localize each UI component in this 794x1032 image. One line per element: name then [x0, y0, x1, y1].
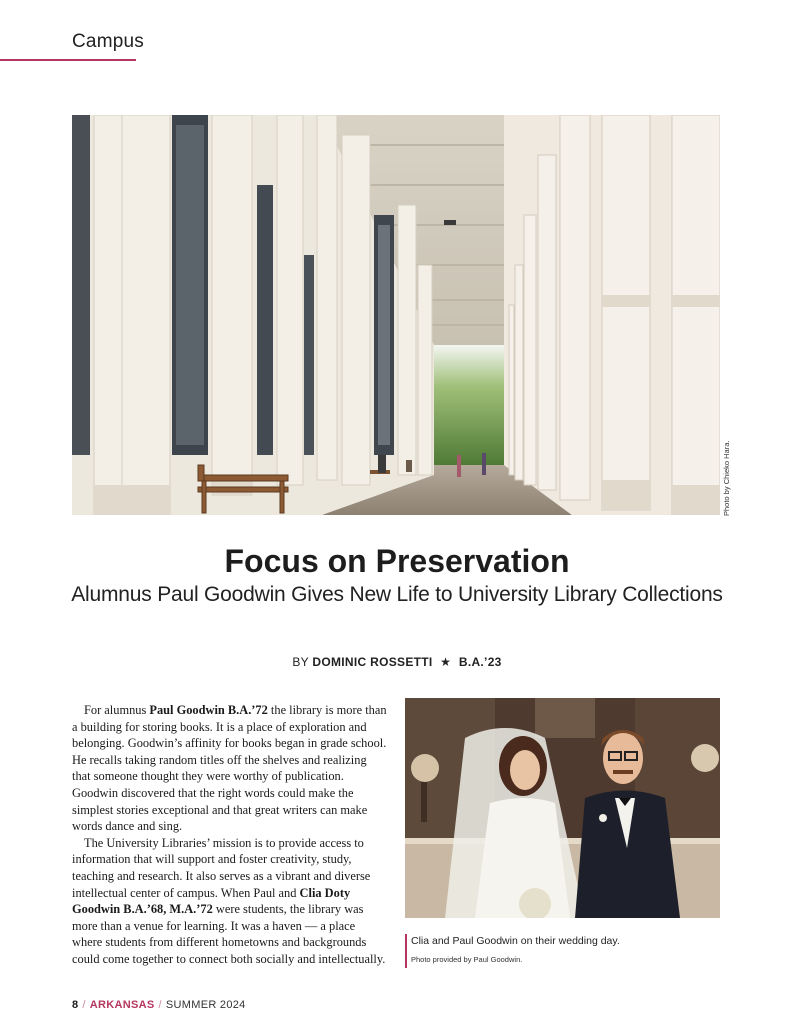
byline-author: DOMINIC ROSSETTI	[312, 655, 433, 669]
publication-name: ARKANSAS	[89, 999, 155, 1011]
p1-text-a: For alumnus	[84, 703, 150, 717]
paragraph-2	[72, 835, 388, 968]
p1-name: Paul Goodwin B.A.’72	[149, 703, 268, 717]
byline-star: ★	[440, 655, 452, 669]
hero-photo-credit: Photo by Chieko Hara.	[722, 440, 731, 516]
byline-degree: B.A.’23	[458, 655, 502, 669]
wedding-photo	[405, 698, 720, 918]
footer-separator-1: /	[82, 999, 86, 1011]
p2-name: Clia Doty Goodwin B.A.’68, M.A.’72	[72, 885, 351, 917]
p2-text-a: The University Libraries’ mission is to provide access to information that will support and foster creativity, study, teaching and research. It also serves as a vibrant and diverse intellectual center of campus. When Paul and	[72, 835, 371, 900]
article-body	[72, 702, 388, 968]
colonnade-photo	[72, 115, 720, 515]
article-title: Focus on Preservation	[224, 543, 570, 579]
article-subtitle: Alumnus Paul Goodwin Gives New Life to University Library Collections	[71, 583, 723, 606]
page-number: 8	[72, 999, 79, 1011]
photo-caption: Clia and Paul Goodwin on their wedding day.	[411, 935, 620, 947]
photo-credit: Photo provided by Paul Goodwin.	[411, 955, 523, 964]
byline	[0, 655, 794, 669]
section-label: Campus	[72, 31, 144, 52]
paragraph-1	[72, 702, 388, 835]
page-footer	[72, 999, 246, 1011]
footer-separator-2: /	[158, 999, 162, 1011]
issue-date: SUMMER 2024	[165, 999, 246, 1011]
section-rule	[0, 59, 136, 61]
byline-prefix: BY	[292, 655, 309, 669]
p1-text-b: the library is more than a building for storing books. It is a place of exploration and belonging. Goodwin’s affinity for books began in grade school. He recalls taking random titles off the shelves and realizing that someone thought they were worthy of publication. Goodwin discovered that the right words could make the simplest stories exceptional and that great writers can make words dance and sing.	[72, 703, 387, 834]
caption-rule	[405, 934, 407, 968]
p2-text-b: were students, the library was more than a venue for learning. It was a haven — a place where students from different hometowns and backgrounds could come together to connect both socially and intellectually.	[72, 902, 386, 966]
